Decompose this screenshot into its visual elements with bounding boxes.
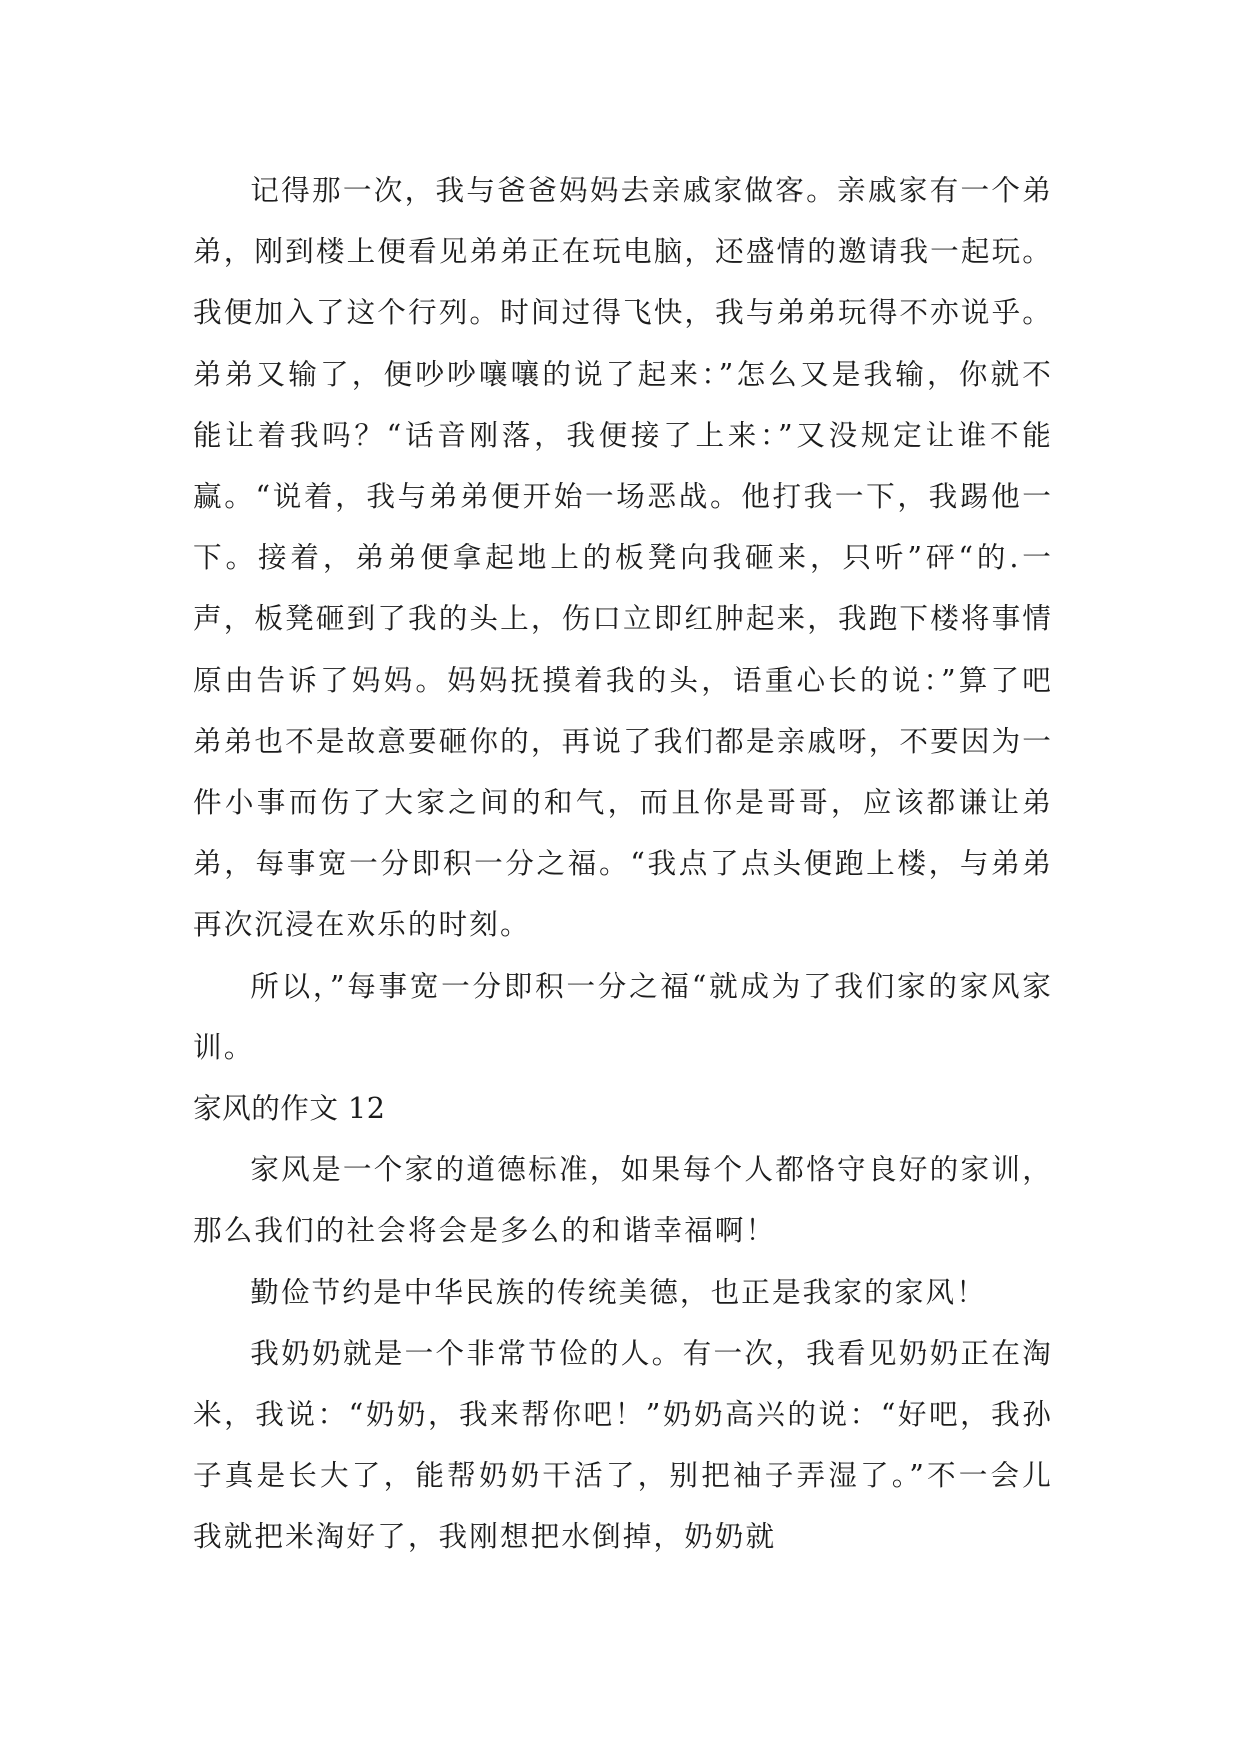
- document-body: [193, 160, 1053, 1568]
- paragraph-conclusion: 所以，”每事宽一分即积一分之福“就成为了我们家的家风家训。: [193, 968, 1053, 1064]
- paragraph-thrift: 勤俭节约是中华民族的传统美德，也正是我家的家风！: [250, 1274, 987, 1309]
- paragraph-intro: 家风是一个家的道德标准，如果每个人都恪守良好的家训，那么我们的社会将会是多么的和谐幸福啊！: [193, 1152, 1053, 1248]
- paragraph-story: 记得那一次，我与爸爸妈妈去亲戚家做客。亲戚家有一个弟弟，刚到楼上便看见弟弟正在玩电脑，还盛情的邀请我一起玩。我便加入了这个行列。时间过得飞快，我与弟弟玩得不亦说乎。弟弟又输了，便吵吵嚷嚷的说了起来：”怎么又是我输，你就不能让着我吗？“话音刚落，我便接了上来：”又没规定让谁不能赢。“说着，我与弟弟便开始一场恶战。他打我一下，我踢他一下。接着，弟弟便拿起地上的板凳向我砸来，只听”砰“的.一声，板凳砸到了我的头上，伤口立即红肿起来，我跑下楼将事情原由告诉了妈妈。妈妈抚摸着我的头，语重心长的说：”算了吧弟弟也不是故意要砸你的，再说了我们都是亲戚呀，不要因为一件小事而伤了大家之间的和气，而且你是哥哥，应该都谦让弟弟，每事宽一分即积一分之福。“我点了点头便跑上楼，与弟弟再次沉浸在欢乐的时刻。: [193, 173, 1053, 942]
- essay-heading: 家风的作文 12: [193, 1091, 386, 1126]
- paragraph-grandma: 我奶奶就是一个非常节俭的人。有一次，我看见奶奶正在淘米，我说：“奶奶，我来帮你吧！”奶奶高兴的说：“好吧，我孙子真是长大了，能帮奶奶干活了，别把袖子弄湿了。”不一会儿我就把米淘好了，我刚想把水倒掉，奶奶就: [193, 1335, 1053, 1554]
